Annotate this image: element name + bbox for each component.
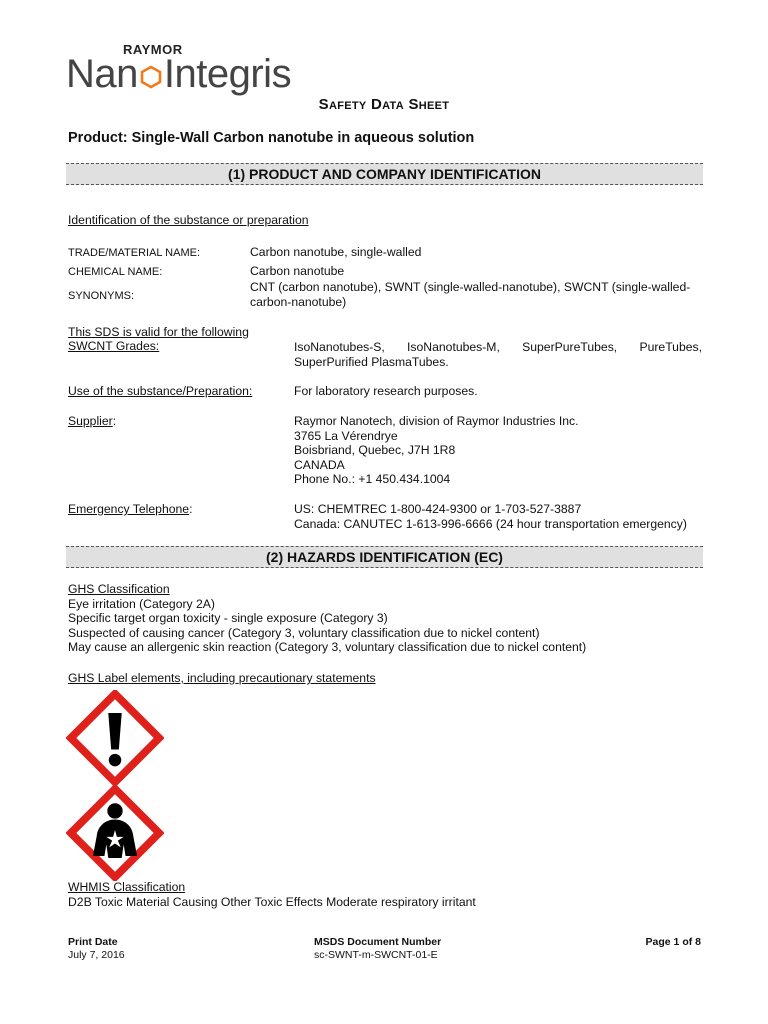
hexagon-logo-icon	[139, 52, 163, 76]
synonyms-label: SYNONYMS:	[68, 290, 135, 302]
supplier-phone: Phone No.: +1 450.434.1004	[294, 472, 451, 486]
supplier-line: Boisbriand, Quebec, J7H 1R8	[294, 443, 456, 457]
grades-value-line-2: SuperPurified PlasmaTubes.	[294, 355, 449, 369]
page-number	[560, 936, 701, 949]
emergency-label-colon: :	[189, 502, 193, 516]
supplier-line: Raymor Nanotech, division of Raymor Industries Inc.	[294, 414, 579, 428]
ghs-line: Suspected of causing cancer (Category 3, voluntary classification due to nickel content)	[68, 625, 540, 640]
supplier-label-text: Supplier	[68, 414, 113, 428]
ghs-label-heading: GHS Label elements, including precautionary statements	[68, 671, 376, 685]
trade-name-value: Carbon nanotube, single-walled	[250, 245, 422, 259]
logo-text-left: Nan	[66, 52, 138, 96]
section-2-heading: (2) HAZARDS IDENTIFICATION (EC)	[66, 546, 703, 568]
whmis-text: D2B Toxic Material Causing Other Toxic Effects Moderate respiratory irritant	[68, 894, 476, 909]
msds-number-label: MSDS Document Number	[314, 936, 442, 948]
supplier-address	[294, 414, 702, 487]
print-date-label: Print Date	[68, 936, 118, 948]
emergency-numbers	[294, 502, 714, 531]
supplier-line: 3765 La Vérendrye	[294, 428, 398, 443]
supplier-label	[68, 414, 116, 429]
page-number-label: Page 1 of 8	[645, 936, 701, 948]
brand-logo-top: RAYMOR	[123, 42, 183, 57]
use-value: For laboratory research purposes.	[294, 384, 478, 398]
grades-label-line-1: This SDS is valid for the following	[68, 325, 249, 339]
health-hazard-icon	[66, 785, 164, 881]
msds-number-value: sc-SWNT-m-SWCNT-01-E	[314, 949, 438, 961]
msds-number	[314, 936, 441, 962]
trade-name-label: TRADE/MATERIAL NAME:	[68, 247, 201, 259]
grades-label-line-2: SWCNT Grades:	[68, 339, 160, 353]
document-title: Safety Data Sheet	[318, 96, 450, 113]
ghs-line: Specific target organ toxicity - single exposure (Category 3)	[68, 611, 388, 625]
ghs-classification	[68, 582, 708, 655]
grades-value-line-1: IsoNanotubes-S, IsoNanotubes-M, SuperPureTubes, PureTubes,	[294, 340, 702, 354]
use-label: Use of the substance/Preparation:	[68, 384, 253, 398]
synonyms-value-line-2: carbon-nanotube)	[250, 295, 347, 309]
emergency-label	[68, 502, 192, 517]
whmis-classification	[68, 880, 708, 909]
chemical-name-label: CHEMICAL NAME:	[68, 266, 163, 278]
emergency-line-us: US: CHEMTREC 1-800-424-9300 or 1-703-527-3887	[294, 502, 582, 516]
logo-text-right: Integris	[163, 52, 292, 96]
brand-logo	[66, 50, 291, 98]
identification-subheading: Identification of the substance or preparation	[68, 213, 309, 227]
print-date-value: July 7, 2016	[68, 949, 125, 961]
supplier-line: CANADA	[294, 457, 345, 472]
exclamation-mark-icon	[66, 690, 164, 786]
product-name: Product: Single-Wall Carbon nanotube in aqueous solution	[68, 130, 475, 146]
emergency-label-text: Emergency Telephone	[68, 502, 190, 516]
whmis-heading: WHMIS Classification	[68, 880, 186, 894]
section-1-heading: (1) PRODUCT AND COMPANY IDENTIFICATION	[66, 163, 703, 185]
ghs-line: Eye irritation (Category 2A)	[68, 596, 215, 611]
synonyms-value-line-1: CNT (carbon nanotube), SWNT (single-walled-nanotube), SWCNT (single-walled-	[250, 280, 691, 294]
chemical-name-value: Carbon nanotube	[250, 264, 345, 278]
emergency-line-canada: Canada: CANUTEC 1-613-996-6666 (24 hour transportation emergency)	[294, 516, 687, 531]
ghs-line: May cause an allergenic skin reaction (Category 3, voluntary classification due to nickel content)	[68, 640, 587, 654]
ghs-heading: GHS Classification	[68, 582, 170, 596]
supplier-label-colon: :	[112, 414, 117, 428]
print-date	[68, 936, 125, 962]
